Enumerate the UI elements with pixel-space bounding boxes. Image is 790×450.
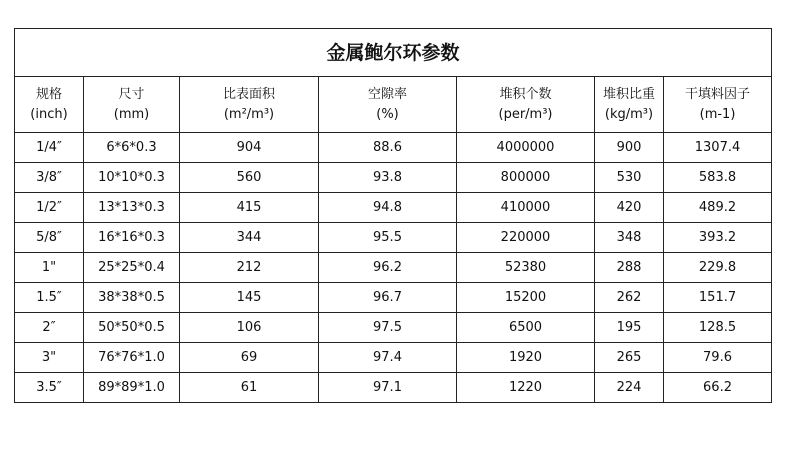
cell-specific-surface-area: 904 (180, 133, 319, 163)
table-row (15, 343, 772, 373)
cell-specific-surface-area: 61 (180, 373, 319, 403)
cell-dry-packing-factor: 229.8 (664, 253, 772, 283)
header-bulk-density-label: 堆积比重 (602, 86, 655, 102)
cell-specific-surface-area: 344 (180, 223, 319, 253)
cell-spec: 1/4″ (15, 133, 84, 163)
header-specific-surface-area-label: 比表面积 (222, 86, 275, 102)
header-specific-surface-area-unit: (m²/m³) (223, 106, 275, 122)
cell-specific-surface-area: 560 (180, 163, 319, 193)
cell-dry-packing-factor: 583.8 (664, 163, 772, 193)
header-bulk-density-unit: (kg/m³) (604, 106, 654, 122)
cell-packing-count: 220000 (457, 223, 595, 253)
header-dry-packing-factor-unit: (m-1) (699, 106, 736, 122)
header-row (15, 77, 772, 133)
header-packing-count-label: 堆积个数 (499, 86, 552, 102)
cell-dry-packing-factor: 489.2 (664, 193, 772, 223)
header-dry-packing-factor-label: 干填料因子 (685, 86, 751, 102)
header-spec (15, 77, 84, 133)
table-row (15, 163, 772, 193)
table-row (15, 133, 772, 163)
header-packing-count-unit: (per/m³) (498, 106, 553, 122)
cell-void-fraction: 88.6 (319, 133, 457, 163)
cell-size: 89*89*1.0 (84, 373, 180, 403)
cell-specific-surface-area: 415 (180, 193, 319, 223)
cell-size: 76*76*1.0 (84, 343, 180, 373)
cell-dry-packing-factor: 128.5 (664, 313, 772, 343)
cell-spec: 3.5″ (15, 373, 84, 403)
cell-packing-count: 410000 (457, 193, 595, 223)
cell-void-fraction: 96.7 (319, 283, 457, 313)
table-row (15, 193, 772, 223)
header-void-fraction (319, 77, 457, 133)
cell-packing-count: 6500 (457, 313, 595, 343)
cell-packing-count: 1220 (457, 373, 595, 403)
cell-size: 16*16*0.3 (84, 223, 180, 253)
header-size (84, 77, 180, 133)
cell-size: 10*10*0.3 (84, 163, 180, 193)
header-dry-packing-factor (664, 77, 772, 133)
cell-specific-surface-area: 69 (180, 343, 319, 373)
cell-bulk-density: 265 (595, 343, 664, 373)
header-spec-label: 规格 (35, 86, 62, 102)
cell-packing-count: 800000 (457, 163, 595, 193)
cell-size: 38*38*0.5 (84, 283, 180, 313)
cell-void-fraction: 94.8 (319, 193, 457, 223)
header-spec-unit: (inch) (30, 106, 68, 122)
header-specific-surface-area (180, 77, 319, 133)
cell-bulk-density: 420 (595, 193, 664, 223)
cell-bulk-density: 530 (595, 163, 664, 193)
cell-void-fraction: 93.8 (319, 163, 457, 193)
cell-bulk-density: 195 (595, 313, 664, 343)
header-size-unit: (mm) (113, 106, 150, 122)
cell-dry-packing-factor: 393.2 (664, 223, 772, 253)
cell-dry-packing-factor: 79.6 (664, 343, 772, 373)
table-title: 金属鲍尔环参数 (15, 29, 772, 77)
cell-void-fraction: 97.5 (319, 313, 457, 343)
cell-specific-surface-area: 212 (180, 253, 319, 283)
cell-void-fraction: 97.1 (319, 373, 457, 403)
cell-bulk-density: 288 (595, 253, 664, 283)
table-row (15, 253, 772, 283)
cell-packing-count: 4000000 (457, 133, 595, 163)
cell-specific-surface-area: 145 (180, 283, 319, 313)
cell-packing-count: 15200 (457, 283, 595, 313)
cell-size: 50*50*0.5 (84, 313, 180, 343)
header-packing-count (457, 77, 595, 133)
cell-bulk-density: 348 (595, 223, 664, 253)
cell-dry-packing-factor: 151.7 (664, 283, 772, 313)
cell-bulk-density: 262 (595, 283, 664, 313)
spec-table (14, 28, 772, 403)
header-bulk-density (595, 77, 664, 133)
table-row (15, 283, 772, 313)
header-size-label: 尺寸 (118, 86, 145, 102)
cell-dry-packing-factor: 1307.4 (664, 133, 772, 163)
cell-spec: 2″ (15, 313, 84, 343)
table-row (15, 373, 772, 403)
cell-spec: 1.5″ (15, 283, 84, 313)
cell-bulk-density: 224 (595, 373, 664, 403)
cell-size: 6*6*0.3 (84, 133, 180, 163)
cell-spec: 3" (15, 343, 84, 373)
cell-spec: 5/8″ (15, 223, 84, 253)
cell-specific-surface-area: 106 (180, 313, 319, 343)
cell-packing-count: 1920 (457, 343, 595, 373)
cell-bulk-density: 900 (595, 133, 664, 163)
cell-size: 13*13*0.3 (84, 193, 180, 223)
cell-void-fraction: 95.5 (319, 223, 457, 253)
table-row (15, 313, 772, 343)
header-void-fraction-label: 空隙率 (367, 86, 407, 102)
cell-packing-count: 52380 (457, 253, 595, 283)
cell-void-fraction: 96.2 (319, 253, 457, 283)
table-row (15, 223, 772, 253)
cell-spec: 1/2″ (15, 193, 84, 223)
cell-spec: 3/8″ (15, 163, 84, 193)
cell-void-fraction: 97.4 (319, 343, 457, 373)
cell-dry-packing-factor: 66.2 (664, 373, 772, 403)
cell-size: 25*25*0.4 (84, 253, 180, 283)
cell-spec: 1" (15, 253, 84, 283)
header-void-fraction-unit: (%) (376, 106, 399, 122)
